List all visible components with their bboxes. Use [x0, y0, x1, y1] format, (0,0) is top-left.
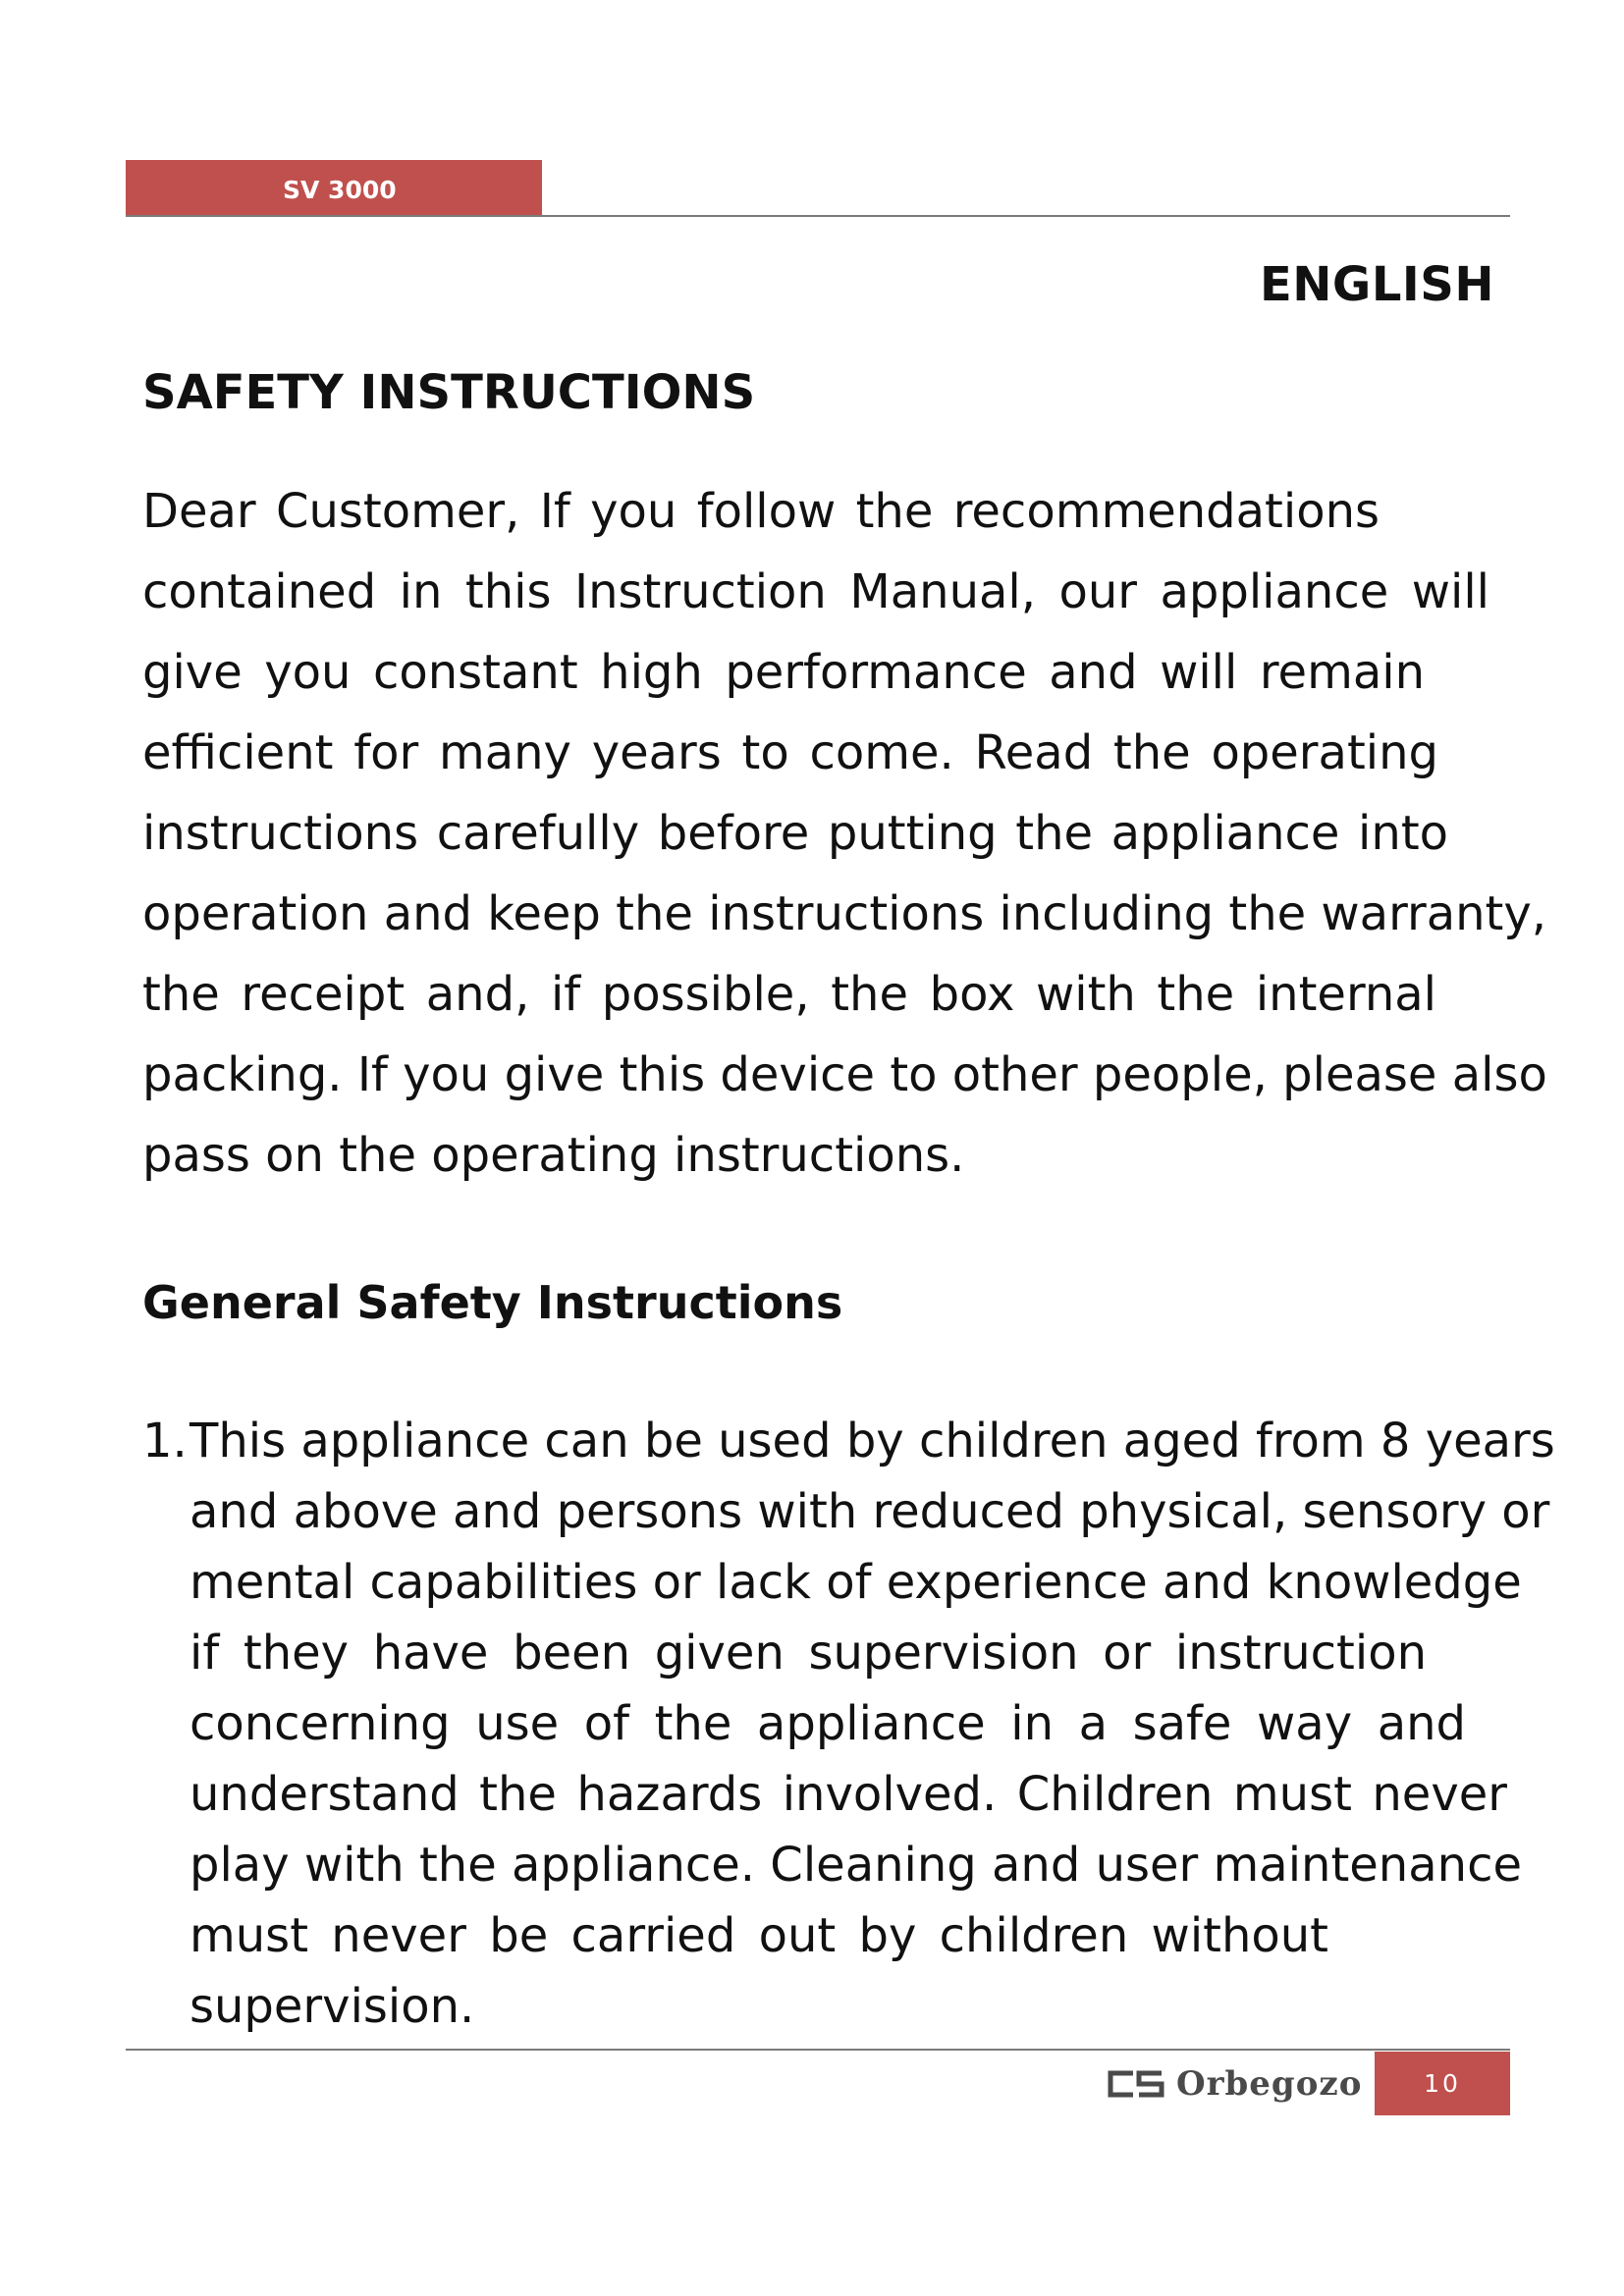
intro-line: contained in this Instruction Manual, our appliance will: [142, 564, 1489, 619]
list-item-line: This appliance can be used by children aged from 8 years: [189, 1414, 1555, 1468]
list-item-line: must never be carried out by children without: [189, 1908, 1328, 1963]
intro-line: give you constant high performance and will remain: [142, 645, 1425, 700]
intro-line: operation and keep the instructions including the warranty,: [142, 886, 1547, 941]
model-label: SV 3000: [283, 176, 397, 204]
intro-paragraph: [142, 471, 1547, 1196]
section-heading: General Safety Instructions: [142, 1276, 843, 1329]
list-item: [142, 1406, 1555, 2042]
intro-line: Dear Customer, If you follow the recommendations: [142, 484, 1380, 539]
list-item-line: mental capabilities or lack of experience and knowledge: [189, 1555, 1522, 1610]
list-item-line: supervision.: [189, 1979, 475, 2034]
brand-mark-icon: [1108, 2070, 1164, 2098]
safety-list: [142, 1406, 1555, 2042]
intro-line: the receipt and, if possible, the box with the internal: [142, 967, 1436, 1022]
footer-divider: [126, 2049, 1510, 2051]
intro-line: packing. If you give this device to other people, please also: [142, 1047, 1547, 1102]
model-tab: [126, 160, 542, 216]
list-item-line: play with the appliance. Cleaning and user maintenance: [189, 1838, 1522, 1893]
intro-line: efficient for many years to come. Read the operating: [142, 725, 1438, 780]
list-item-line: if they have been given supervision or instruction: [189, 1626, 1427, 1681]
list-item-line: understand the hazards involved. Children must never: [189, 1767, 1507, 1822]
brand-logo: [1108, 2059, 1362, 2109]
language-label: ENGLISH: [1259, 257, 1494, 312]
list-item-line: and above and persons with reduced physical, sensory or: [189, 1484, 1550, 1539]
header-divider: [126, 215, 1510, 217]
list-item-line: concerning use of the appliance in a safe way and: [189, 1696, 1466, 1751]
page-number: 10: [1375, 2052, 1510, 2115]
brand-name: Orbegozo: [1176, 2064, 1363, 2104]
intro-line: instructions carefully before putting the appliance into: [142, 806, 1448, 861]
page-title: SAFETY INSTRUCTIONS: [142, 365, 756, 420]
list-item-number: 1.: [142, 1414, 188, 1468]
intro-line: pass on the operating instructions.: [142, 1128, 965, 1183]
list-item-text: [189, 1406, 1555, 2042]
